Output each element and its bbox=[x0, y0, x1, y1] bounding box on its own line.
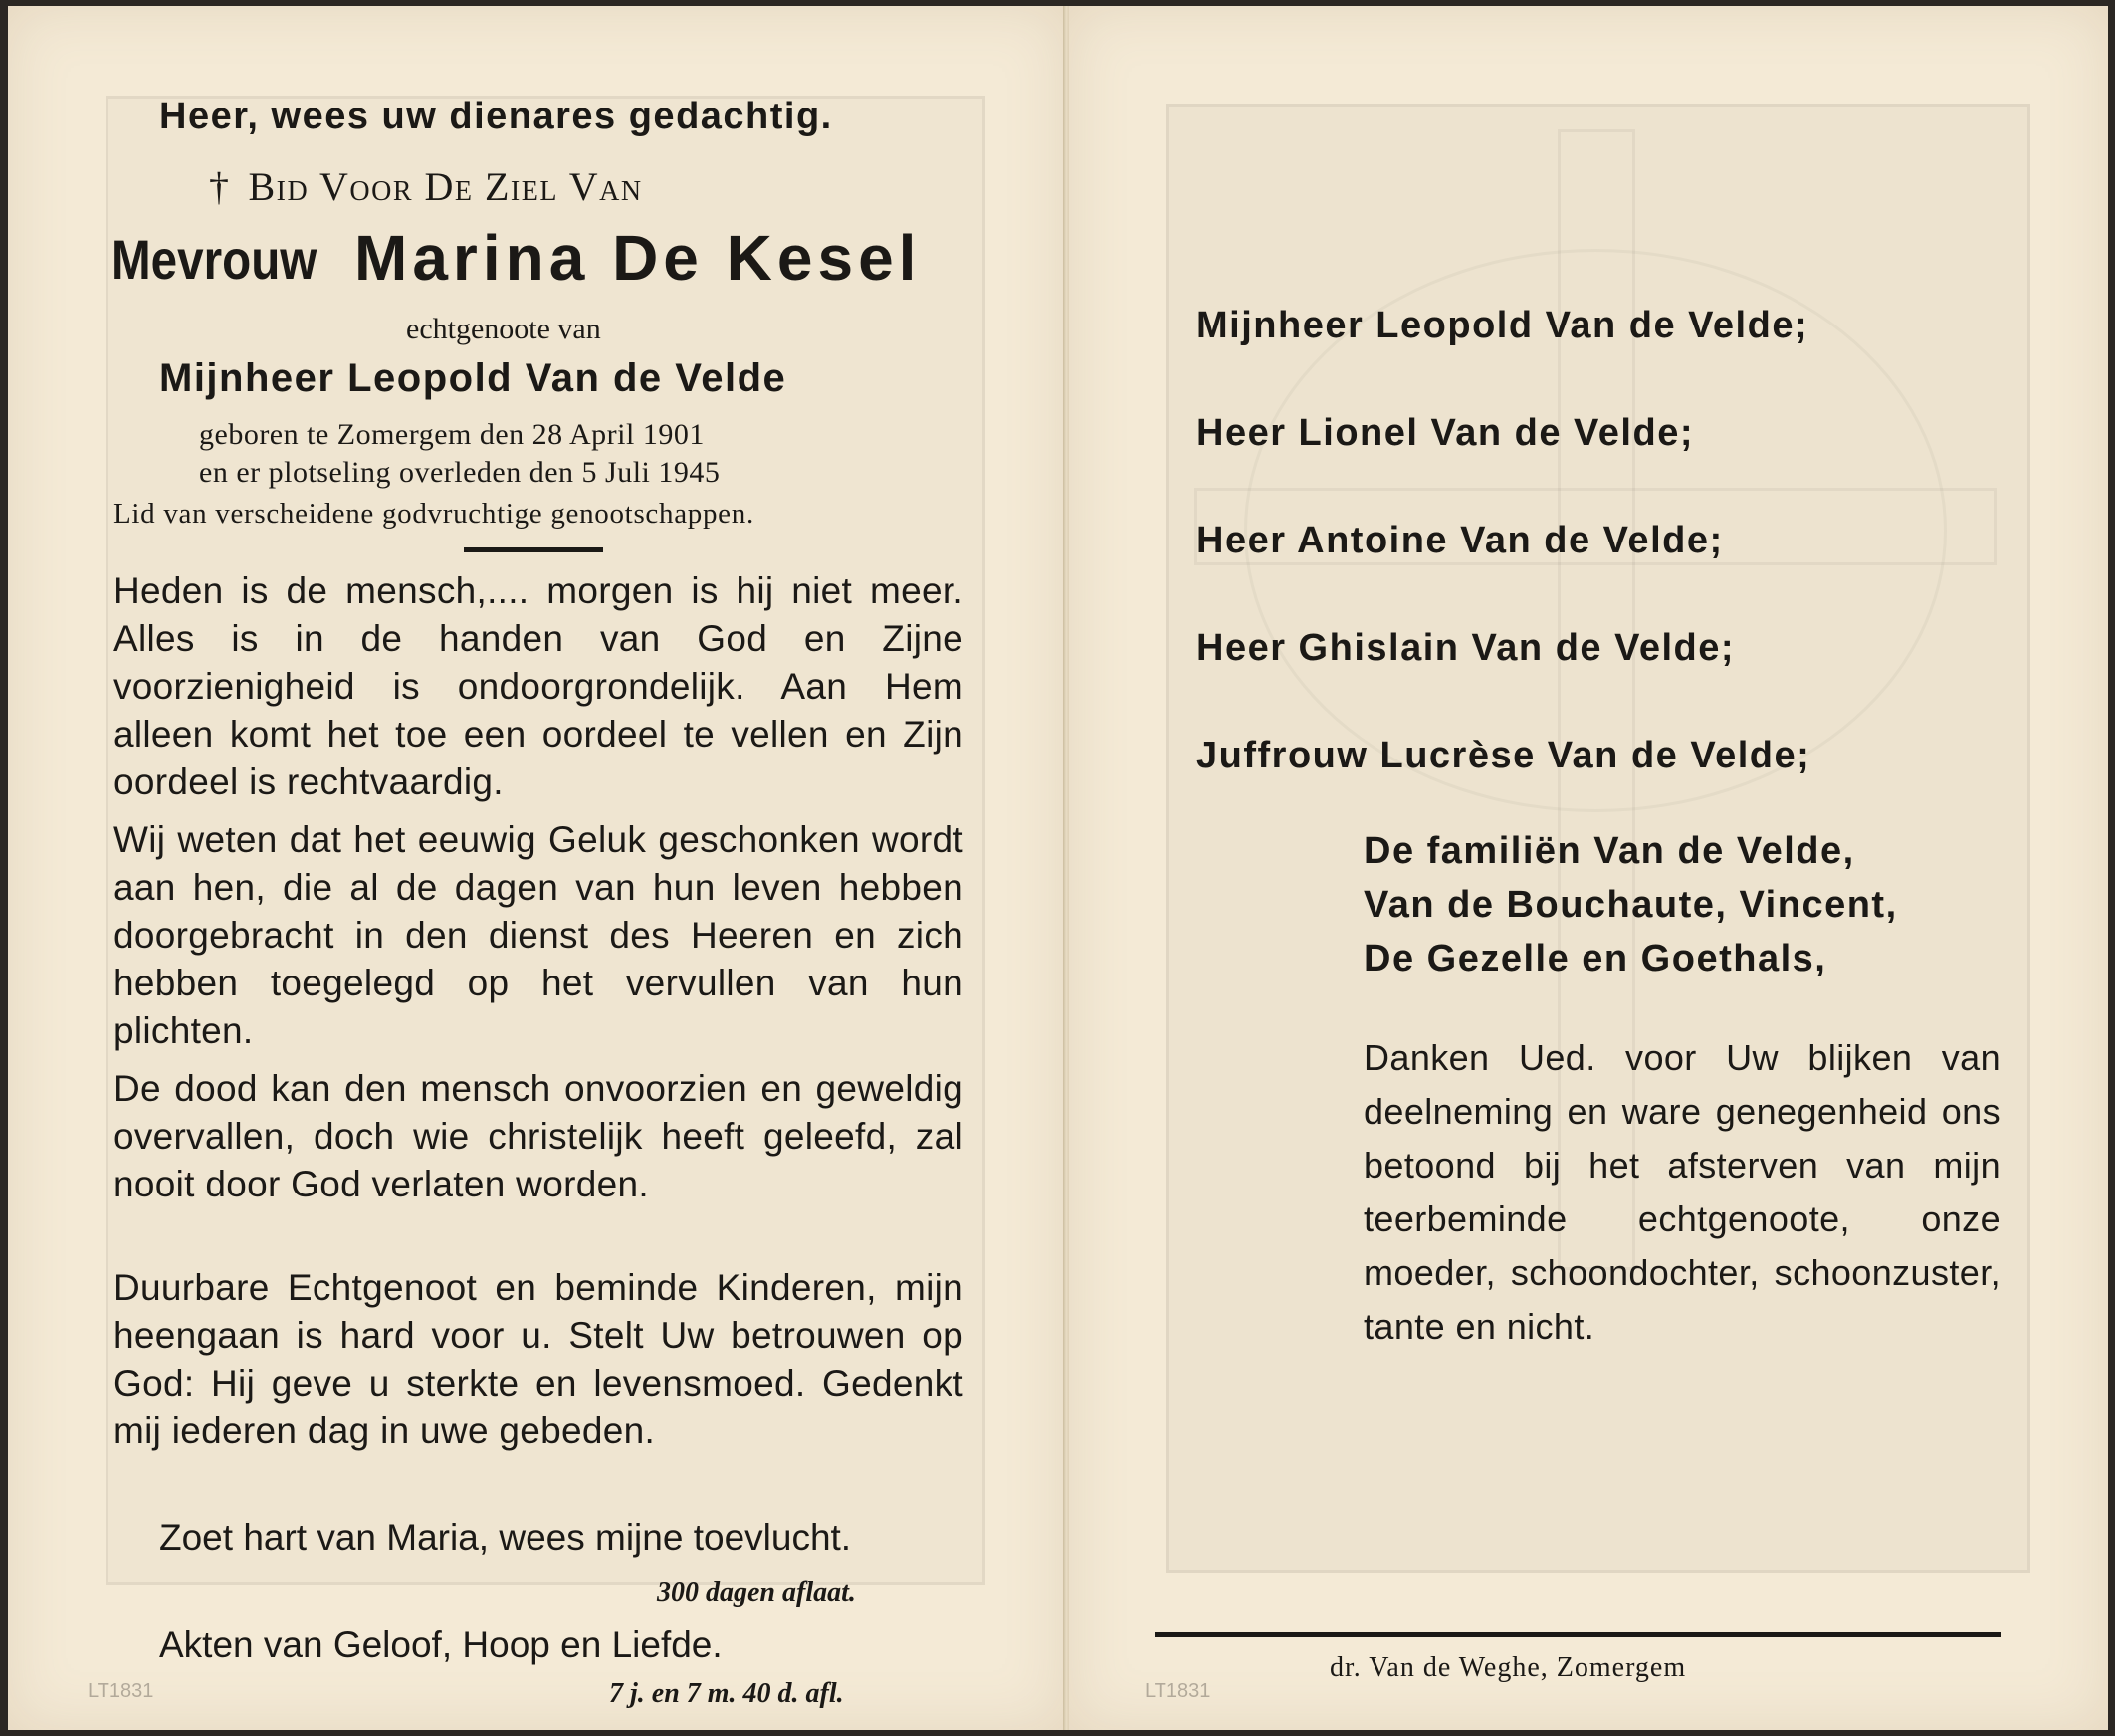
acts-line: Akten van Geloof, Hoop en Liefde. bbox=[159, 1625, 723, 1665]
spouse-label: echtgenoote van bbox=[406, 313, 601, 345]
prayer-heading-text: Bid Voor De Ziel Van bbox=[248, 164, 643, 209]
families-line-2: Van de Bouchaute, Vincent, bbox=[1364, 884, 1898, 926]
paragraph-2: Wij weten dat het eeuwig Geluk geschonken wordt aan hen, die al de dagen van hun leven hebben doorgebracht in den dienst des Heeren en zich hebben toegelegd op het vervullen van hun plichten. bbox=[113, 819, 963, 1051]
print-code-left: LT1831 bbox=[88, 1680, 154, 1702]
print-code-right: LT1831 bbox=[1145, 1680, 1211, 1702]
spouse-name: Mijnheer Leopold Van de Velde bbox=[159, 356, 787, 400]
mourner-1: Mijnheer Leopold Van de Velde; bbox=[1196, 305, 1809, 346]
indulgence-300: 300 dagen aflaat. bbox=[657, 1577, 856, 1608]
prayer-heading bbox=[209, 163, 643, 210]
divider-short bbox=[464, 547, 603, 552]
printer-credit: dr. Van de Weghe, Zomergem bbox=[1330, 1652, 1687, 1683]
paragraph-1: Heden is de mensch,.... morgen is hij niet meer. Alles is in de handen van God en Zijne voorzienigheid is ondoorgrondelijk. Aan Hem alleen komt het toe een oordeel te vellen en Zijn oordeel is rechtvaardig. bbox=[113, 570, 963, 802]
death-line: en er plotseling overleden den 5 Juli 1945 bbox=[199, 456, 721, 489]
families-line-1: De familiën Van de Velde, bbox=[1364, 830, 1855, 872]
deceased-name: Marina De Kesel bbox=[354, 222, 922, 294]
thanks-paragraph: Danken Ued. voor Uw blijken van deelneming en ware genegenheid ons betoond bij het afsterven van mijn teerbeminde echtgenoote, onze moeder, schoondochter, schoonzuster, tante en nicht. bbox=[1364, 1037, 2001, 1347]
title-prefix: Mevrouw bbox=[111, 228, 317, 291]
paragraph-4: Duurbare Echtgenoot en beminde Kinderen, mijn heengaan is hard voor u. Stelt Uw betrouwen op God: Hij geve u sterkte en levensmoed. Gedenkt mij iederen dag in uwe gebeden. bbox=[113, 1267, 963, 1451]
indulgence-7j: 7 j. en 7 m. 40 d. afl. bbox=[609, 1678, 844, 1709]
mourner-2: Heer Lionel Van de Velde; bbox=[1196, 412, 1694, 454]
birth-line: geboren te Zomergem den 28 April 1901 bbox=[199, 418, 705, 451]
mourner-5: Juffrouw Lucrèse Van de Velde; bbox=[1196, 735, 1811, 776]
mourner-4: Heer Ghislain Van de Velde; bbox=[1196, 627, 1736, 669]
mourner-3: Heer Antoine Van de Velde; bbox=[1196, 520, 1724, 561]
membership-line: Lid van verscheidene godvruchtige genootschappen. bbox=[113, 498, 754, 530]
invocation: Zoet hart van Maria, wees mijne toevlucht. bbox=[159, 1517, 852, 1558]
divider-long bbox=[1155, 1632, 2001, 1637]
paragraph-3: De dood kan den mensch onvoorzien en geweldig overvallen, doch wie christelijk heeft geleefd, zal nooit door God verlaten worden. bbox=[113, 1068, 963, 1204]
cross-icon: † bbox=[209, 164, 231, 209]
families-line-3: De Gezelle en Goethals, bbox=[1364, 938, 1827, 979]
motto: Heer, wees uw dienares gedachtig. bbox=[159, 96, 833, 137]
